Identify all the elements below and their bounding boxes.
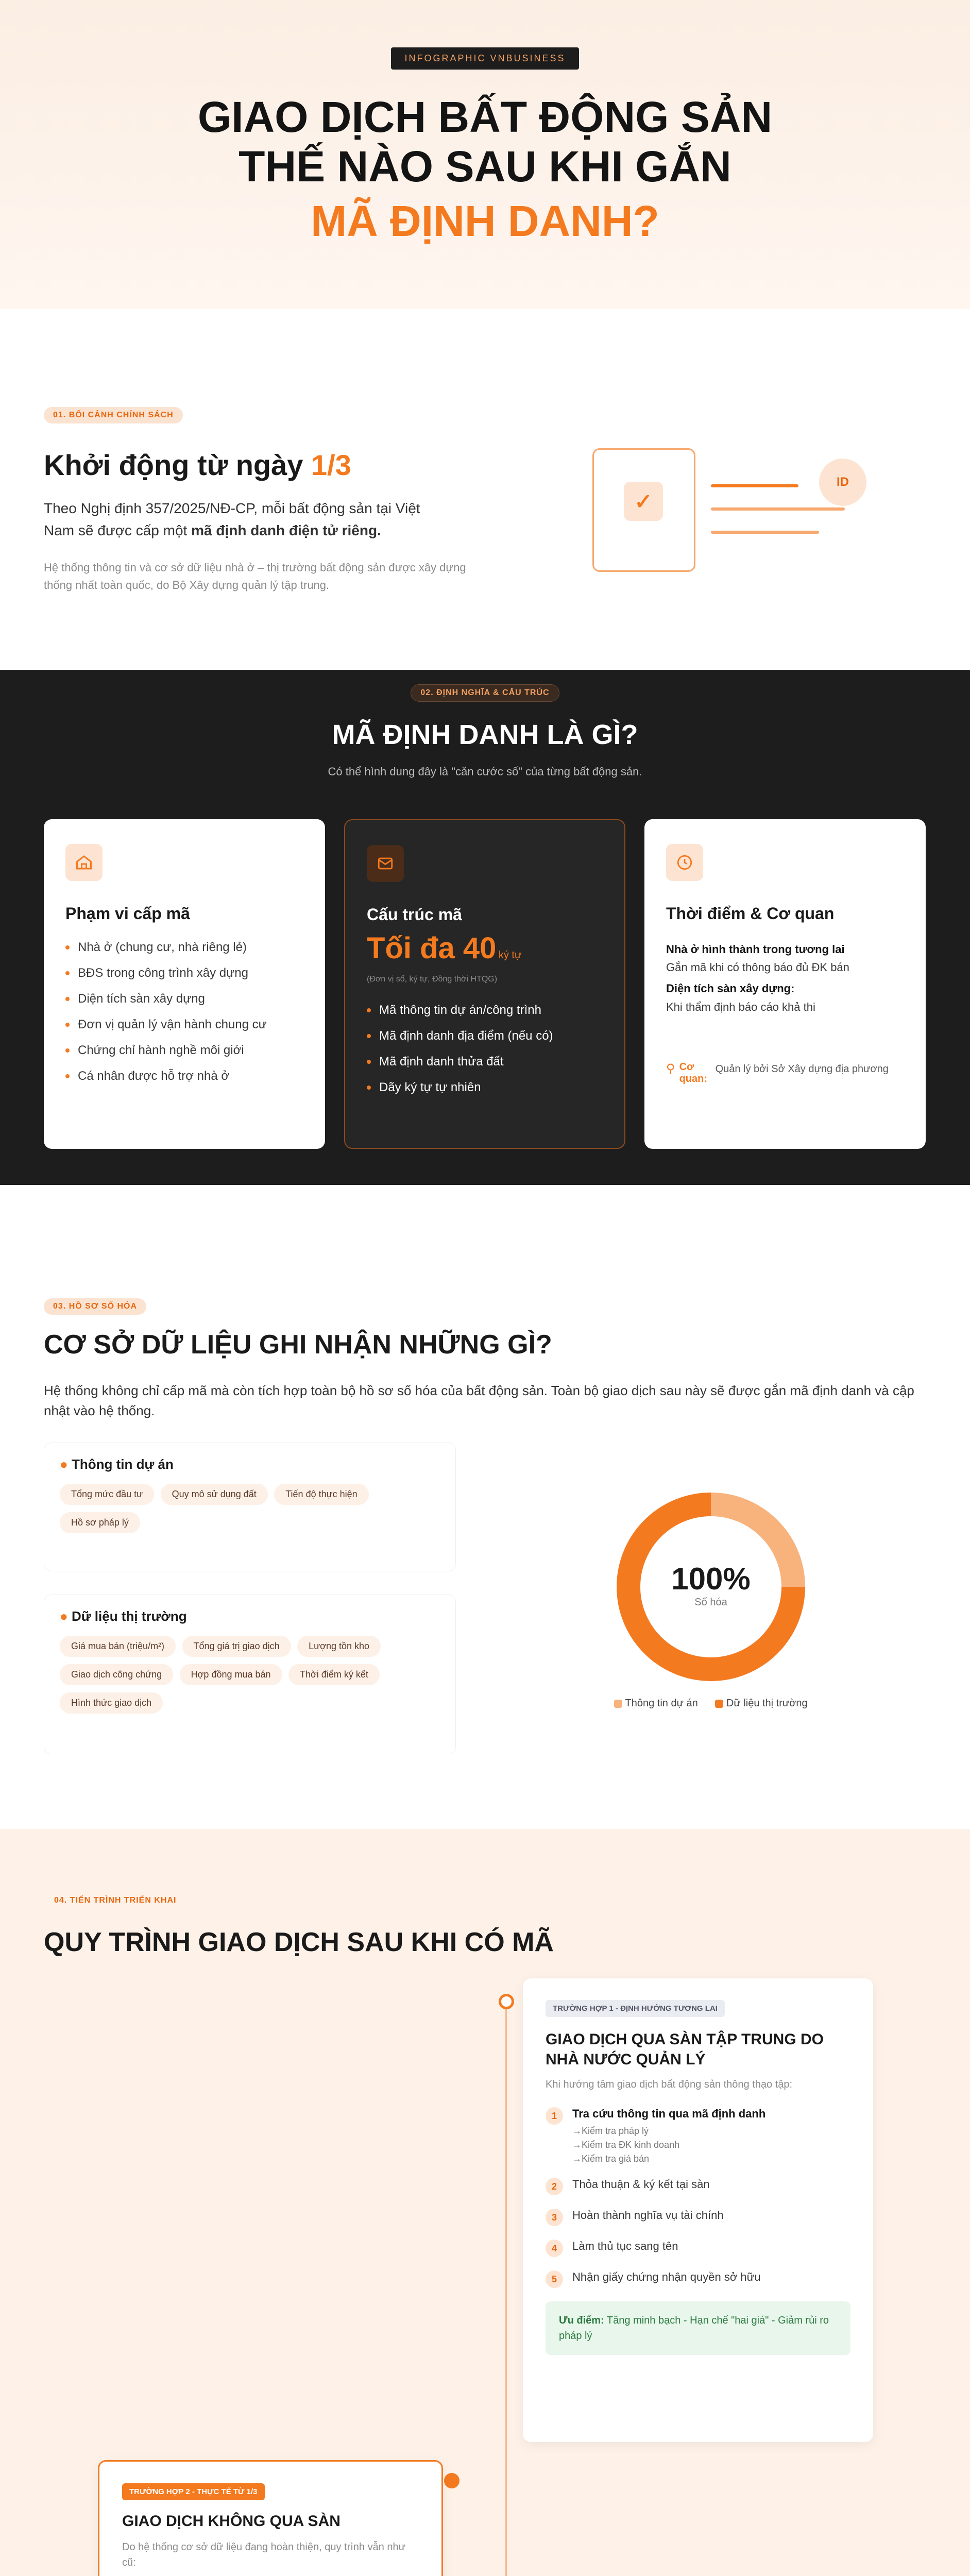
chip: Giao dịch công chứng	[60, 1664, 173, 1685]
section-definition	[0, 670, 970, 1185]
chip: Thời điểm ký kết	[288, 1664, 380, 1685]
donut-legend	[592, 1698, 829, 1709]
chip: Tổng giá trị giao dịch	[182, 1636, 291, 1657]
structure-title: Cấu trúc mã	[367, 905, 462, 924]
list-item: Chứng chỉ hành nghề môi giới	[65, 1043, 308, 1058]
list-item: Nhà ở (chung cư, nhà riêng lẻ)	[65, 940, 308, 955]
chip: Tiến độ thực hiện	[274, 1484, 368, 1505]
location-pin-icon: ⚲	[666, 1062, 675, 1076]
document-icon	[592, 448, 695, 572]
chip: Tổng mức đầu tư	[60, 1484, 154, 1505]
section-tag: 01. BỐI CẢNH CHÍNH SÁCH	[44, 407, 183, 423]
section-database	[0, 1226, 970, 1767]
chip: Hợp đồng mua bán	[180, 1664, 282, 1685]
chip: Hình thức giao dịch	[60, 1692, 163, 1714]
timeline-line	[505, 1999, 507, 2576]
list-item: Dãy ký tự tự nhiên	[367, 1080, 609, 1095]
section-tag: 03. HỒ SƠ SỐ HÓA	[44, 1298, 146, 1315]
legend-label: Thông tin dự án	[625, 1698, 698, 1709]
section-title: QUY TRÌNH GIAO DỊCH SAU KHI CÓ MÃ	[44, 1927, 554, 1957]
policy-note: Hệ thống thông tin và cơ sở dữ liệu nhà ở – thị trường bất động sản được xây dựng thống nhất toàn quốc, do Bộ Xây dựng quản lý tập trung.	[44, 561, 466, 592]
clock-icon	[666, 844, 703, 881]
timeline-dot	[499, 1994, 514, 2009]
section-process	[0, 1829, 970, 2576]
chip: Lượng tồn kho	[297, 1636, 381, 1657]
legend-swatch	[614, 1700, 622, 1708]
max-length: Tối đa 40 ký tự	[367, 931, 522, 965]
legend-label: Dữ liệu thị trường	[726, 1698, 808, 1709]
legend-swatch	[715, 1700, 723, 1708]
check-icon: ✓	[624, 482, 663, 521]
start-date: 1/3	[311, 449, 351, 481]
project-info-box: ● Thông tin dự án Tổng mức đầu tư Quy mô sử dụng đất Tiến độ thực hiện Hồ sơ pháp lý	[44, 1443, 456, 1571]
timing-details: Nhà ở hình thành trong tương lai Gắn mã khi có thông báo đủ ĐK bán Diện tích sàn xây dựng: Khi thẩm định báo cáo khả thi	[666, 943, 849, 1013]
section-subtitle: Có thể hình dung đây là "căn cước số" của từng bất động sản.	[328, 765, 642, 778]
chip-group	[60, 1484, 440, 1540]
policy-body: Theo Nghị định 357/2025/NĐ-CP, mỗi bất động sản tại Việt Nam sẽ được cấp một mã định danh điện tử riêng.	[44, 500, 420, 539]
scope-list	[65, 940, 308, 1095]
case1-advantage: Ưu điểm: Tăng minh bạch - Hạn chế "hai giá" - Giảm rủi ro pháp lý	[546, 2301, 850, 2355]
structure-card	[344, 819, 625, 1149]
case1-step: 2 Thỏa thuận & ký kết tại sàn	[546, 2178, 850, 2195]
list-item: Đơn vị quản lý vận hành chung cư	[65, 1018, 308, 1032]
donut-label: Số hóa	[694, 1597, 727, 1608]
list-item: Mã định danh thửa đất	[367, 1055, 609, 1069]
digitization-donut	[608, 1484, 814, 1690]
chip-group	[60, 1636, 440, 1721]
list-item: BĐS trong công trình xây dựng	[65, 966, 308, 980]
case1-step: 4 Làm thủ tục sang tên	[546, 2240, 850, 2257]
chip: Hồ sơ pháp lý	[60, 1512, 140, 1533]
section-tag: 02. ĐỊNH NGHĨA & CẤU TRÚC	[411, 684, 559, 702]
case1-step: 5 Nhận giấy chứng nhận quyền sở hữu	[546, 2270, 850, 2288]
mail-icon	[367, 845, 404, 882]
hero-section	[0, 0, 970, 309]
hero-title-line3: MÃ ĐỊNH DANH?	[311, 196, 659, 245]
section-heading: Khởi động từ ngày 1/3	[44, 449, 351, 481]
list-item: Mã thông tin dự án/công trình	[367, 1003, 609, 1018]
hero-title	[0, 93, 970, 246]
section-description: Hệ thống không chỉ cấp mã mà còn tích hợp toàn bộ hồ sơ số hóa của bất động sản. Toàn bộ giao dịch sau này sẽ được gắn mã định danh và cập nhật vào hệ thống.	[44, 1383, 914, 1418]
case2-subtitle: Do hệ thống cơ sở dữ liệu đang hoàn thiện, quy trình vẫn như cũ:	[122, 2541, 406, 2568]
document-id-illustration	[582, 438, 912, 592]
case1-step: 1 Tra cứu thông tin qua mã định danh →Kiểm tra pháp lý →Kiểm tra ĐK kinh doanh →Kiểm tra giá bán	[546, 2107, 850, 2164]
list-item: Diện tích sàn xây dựng	[65, 992, 308, 1006]
timing-card	[644, 819, 926, 1149]
agency-row: ⚲ Cơ quan: Quản lý bởi Sở Xây dựng địa phương	[666, 1061, 889, 1084]
section-tag: 04. TIẾN TRÌNH TRIỂN KHAI	[54, 1896, 177, 1905]
home-icon	[65, 844, 103, 881]
case1-card	[523, 1978, 873, 2442]
structure-note: (Đơn vị số, ký tự, Đồng thời HTQG)	[367, 975, 498, 984]
section-policy	[0, 350, 970, 680]
section-title: MÃ ĐỊNH DANH LÀ GÌ?	[332, 719, 638, 750]
chip: Giá mua bán (triệu/m²)	[60, 1636, 176, 1657]
list-item: Mã định danh địa điểm (nếu có)	[367, 1029, 609, 1043]
hero-title-line2: THẾ NÀO SAU KHI GẮN	[239, 142, 731, 191]
chip: Quy mô sử dụng đất	[161, 1484, 268, 1505]
case2-title: GIAO DỊCH KHÔNG QUA SÀN	[122, 2513, 341, 2530]
case1-subtitle: Khi hướng tâm giao dịch bất động sản thông thạo tập:	[546, 2079, 793, 2090]
hero-badge: INFOGRAPHIC VNBUSINESS	[391, 47, 578, 70]
id-badge-icon: ID	[819, 459, 866, 506]
timing-title: Thời điểm & Cơ quan	[666, 904, 835, 923]
case2-badge: TRƯỜNG HỢP 2 - THỰC TẾ TỪ 1/3	[122, 2483, 265, 2500]
scope-card	[44, 819, 325, 1149]
section-title: CƠ SỞ DỮ LIỆU GHI NHẬN NHỮNG GÌ?	[44, 1330, 552, 1360]
scope-title: Phạm vi cấp mã	[65, 904, 190, 923]
timeline-dot	[444, 2473, 460, 2488]
case2-card	[98, 2460, 443, 2576]
case1-step: 3 Hoàn thành nghĩa vụ tài chính	[546, 2209, 850, 2226]
list-item: Cá nhân được hỗ trợ nhà ở	[65, 1069, 308, 1083]
structure-list	[367, 1003, 609, 1106]
donut-value: 100%	[671, 1562, 751, 1596]
case1-badge: TRƯỜNG HỢP 1 - ĐỊNH HƯỚNG TƯƠNG LAI	[546, 2000, 725, 2017]
market-data-box: ● Dữ liệu thị trường Giá mua bán (triệu/m²) Tổng giá trị giao dịch Lượng tồn kho Giao dịch công chứng Hợp đồng mua bán Thời điểm ký kết Hình thức giao dịch	[44, 1595, 456, 1754]
hero-title-line1: GIAO DỊCH BẤT ĐỘNG SẢN	[197, 93, 773, 141]
case1-title: GIAO DỊCH QUA SÀN TẬP TRUNG DO NHÀ NƯỚC QUẢN LÝ	[546, 2031, 824, 2068]
